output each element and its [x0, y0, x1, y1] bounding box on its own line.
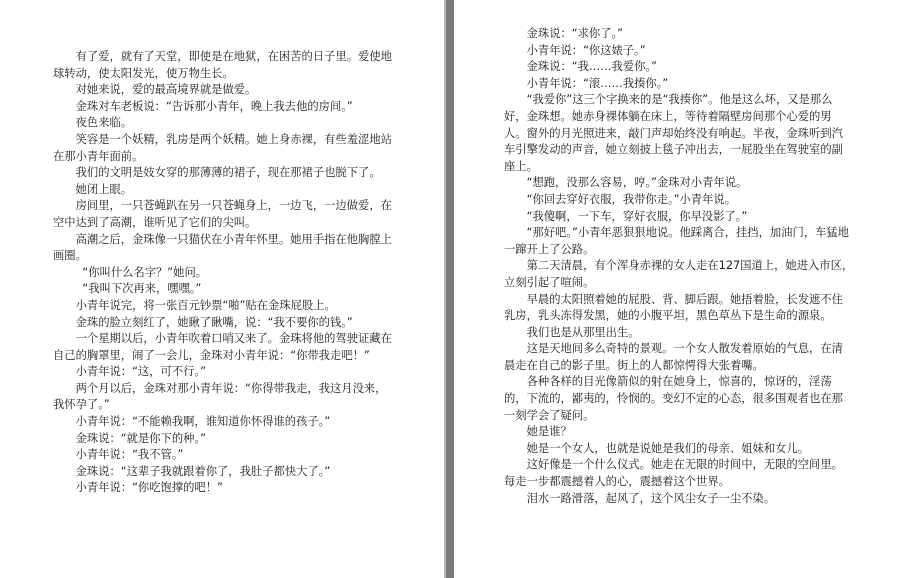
paragraph: 小青年说：“不能赖我啊，谁知道你怀得谁的孩子。” [75, 415, 331, 429]
paragraph: “我叫下次再来，嘿嘿。” [82, 282, 202, 296]
paragraph: 第二天清晨，有个浑身赤裸的女人走在127国道上，她进入市区，立刻引起了喧闹。 [504, 259, 854, 289]
paragraph: 泪水一路滑落，起风了，这个风尘女子一尘不染。 [526, 491, 776, 505]
paragraph: 小青年说：“你这婊子。” [526, 43, 646, 57]
paragraph: 这是天地间多么奇特的景观。一个女人散发着原始的气息，在清晨走在自己的影子里。街上的人都惊愕得大张着嘴。 [504, 342, 843, 372]
paragraph: 两个月以后，金珠对那小青年说：“你得带我走，我这月没来，我怀孕了。” [53, 381, 387, 412]
paragraph: 一个星期以后，小青年吹着口哨又来了。金珠将他的驾驶证藏在自己的胸罩里，闹了一会儿，金珠对小青年说：“你带我走吧！” [53, 332, 392, 362]
paragraph: 小青年说：“我不管。” [75, 448, 184, 462]
paragraph: 金珠的脸立刻红了，她瞅了瞅嘴，说：“我不要你的钱。” [75, 315, 353, 329]
paragraph: 她闭上眼。 [75, 182, 133, 196]
paragraph: 小青年说：“滚……我揍你。” [526, 76, 669, 90]
paragraph: 夜色来临。 [75, 116, 133, 130]
paragraph: 有了爱，就有了天堂，即使是在地狱，在困苦的日子里。爱使地球转动，使太阳发光，使万物生长。 [53, 50, 392, 80]
paragraph: 金珠对车老板说：“告诉那小青年，晚上我去他的房间。” [75, 99, 353, 113]
paragraph: 这好像是一个什么仪式。她走在无限的时间中，无限的空间里。每走一步都震撼着人的心，震撼着这个世界。 [504, 458, 843, 489]
paragraph: “我傻啊，一下车，穿好衣服，你早没影了。” [526, 209, 748, 223]
paragraph: 高潮之后，金珠像一只猫伏在小青年怀里。她用手指在他胸膛上画圈。 [53, 232, 392, 263]
paragraph: “你叫什么名字？”她问。 [82, 265, 208, 279]
paragraph: 她是谁？ [526, 425, 572, 439]
left-page-text [53, 49, 397, 497]
paragraph: 金珠说：“求你了。” [526, 27, 624, 40]
paragraph: 小青年说：“这，可不行。” [75, 365, 206, 379]
paragraph: 早晨的太阳照着她的屁股、背、脚后跟。她捂着脸，长发遮不住乳房，乳头冻得发黑，她的小腹平坦，黑色草丛下是生命的源泉。 [504, 292, 843, 323]
paragraph: 小青年说：“你吃饱撑的吧！” [75, 481, 223, 495]
right-page-text [504, 26, 854, 507]
paragraph: 金珠说：“这辈子我就跟着你了，我肚子都快大了。” [75, 464, 331, 478]
paragraph: 小青年说完，将一张百元钞票“啪”贴在金珠屁股上。 [75, 298, 336, 312]
right-page [454, 0, 900, 578]
paragraph: 我们的文明是妓女穿的那薄薄的裙子，现在那裙子也脱下了。 [75, 166, 381, 180]
paragraph: 各种各样的目光像箭似的射在她身上，惊喜的，惊讶的，淫荡的，下流的，鄙夷的，怜悯的。变幻不定的心态，很多围观者也在那一刻学会了疑问。 [504, 375, 843, 422]
paragraph: 我们也是从那里出生。 [526, 325, 640, 339]
paragraph: 金珠说：“就是你下的种。” [75, 431, 206, 445]
gutter-shadow-left [444, 0, 446, 578]
paragraph: “想跑，没那么容易，哼。”金珠对小青年说。 [526, 176, 748, 190]
paragraph: 房间里，一只苍蝇趴在另一只苍蝇身上，一边飞，一边做爱，在空中达到了高潮，谁听见了它们的尖叫。 [53, 199, 392, 229]
paragraph: “我爱你”这三个字换来的是“我揍你”。他是这么坏，又是那么好，金珠想。她赤身裸体躺在床上，等待着隔壁房间那个心爱的男人。窗外的月光照进来，敲门声却始终没有响起。半夜，金珠听到汽车引擎发动的声音，她立刻披上毯子冲出去，一屁股坐在驾驶室的副座上。 [504, 93, 843, 173]
paragraph: 对她来说，爱的最高境界就是做爱。 [75, 83, 257, 97]
paragraph: 金珠说：“我……我爱你。” [526, 60, 657, 74]
paragraph: “那好吧。”小青年恶狠狠地说。他踩离合，挂挡，加油门，车猛地一蹿开上了公路。 [504, 226, 849, 256]
paragraph: “你回去穿好衣服，我带你走。”小青年说。 [526, 192, 736, 206]
page-gutter [446, 0, 454, 578]
left-page [0, 0, 446, 578]
paragraph: 笑容是一个妖精，乳房是两个妖精。她上身赤裸，有些羞涩地站在那小青年面前。 [53, 132, 392, 163]
paragraph: 她是一个女人，也就是说她是我们的母亲、姐妹和女儿。 [526, 441, 810, 455]
